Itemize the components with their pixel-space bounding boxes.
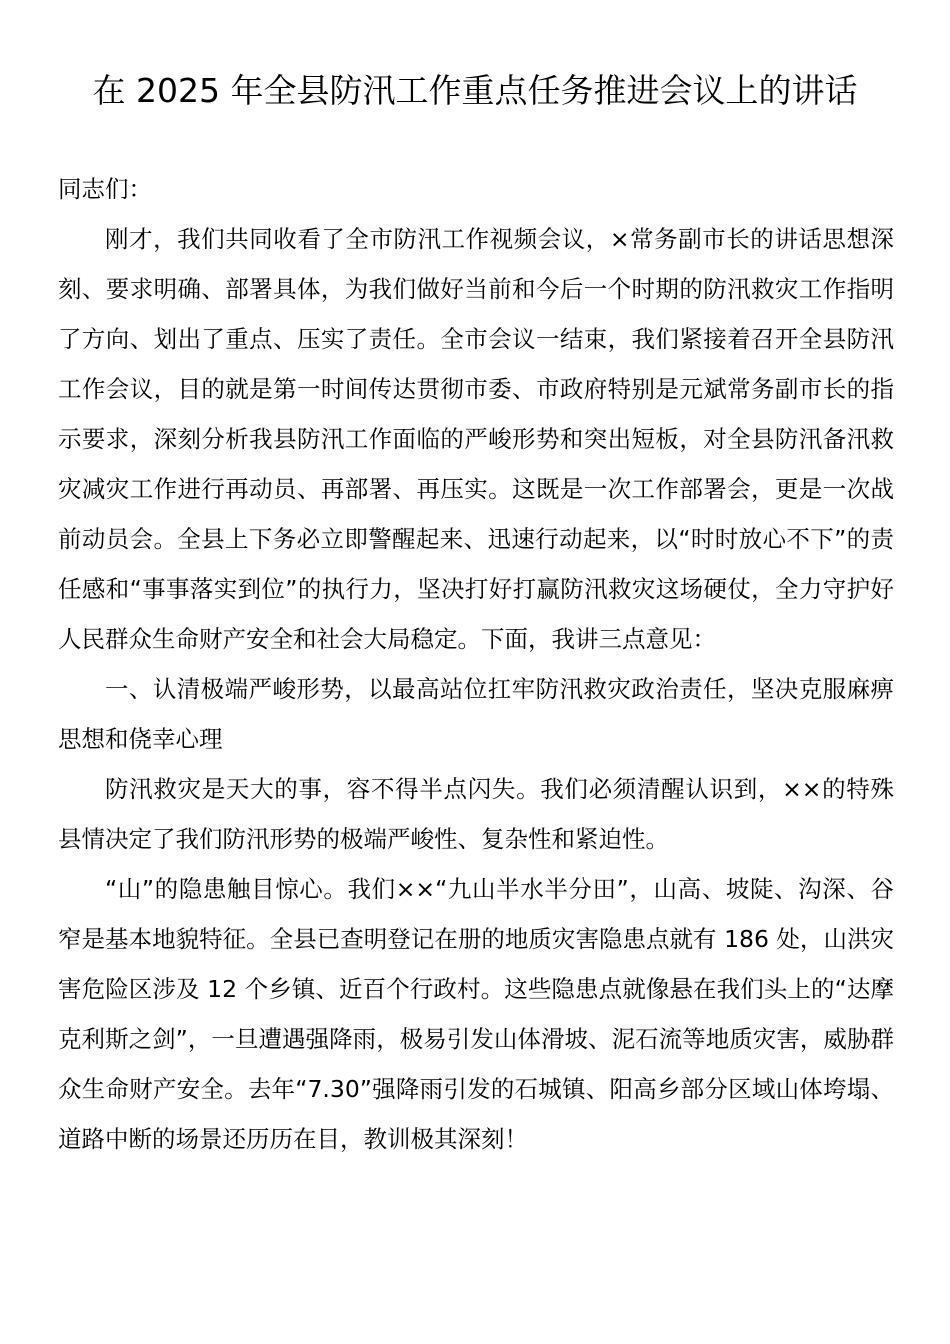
document-title: 在 2025 年全县防汛工作重点任务推进会议上的讲话 <box>92 71 858 110</box>
document-body <box>58 164 894 1164</box>
paragraph-intro: 刚才，我们共同收看了全市防汛工作视频会议，×常务副市长的讲话思想深刻、要求明确、部署具体，为我们做好当前和今后一个时期的防汛救灾工作指明了方向、划出了重点、压实了责任。全市会议一结束，我们紧接着召开全县防汛工作会议，目的就是第一时间传达贯彻市委、市政府特别是元斌常务副市长的指示要求，深刻分析我县防汛工作面临的严峻形势和突出短板，对全县防汛备汛救灾减灾工作进行再动员、再部署、再压实。这既是一次工作部署会，更是一次战前动员会。全县上下务必立即警醒起来、迅速行动起来，以“时时放心不下”的责任感和“事事落实到位”的执行力，坚决打好打赢防汛救灾这场硬仗，全力守护好人民群众生命财产安全和社会大局稳定。下面，我讲三点意见： <box>58 225 894 653</box>
salutation: 同志们： <box>58 175 152 203</box>
paragraph-mountain-hazards: “山”的隐患触目惊心。我们××“九山半水半分田”，山高、坡陡、沟深、谷窄是基本地貌特征。全县已查明登记在册的地质灾害隐患点就有 186 处，山洪灾害危险区涉及 12 个乡镇、近百个行政村。这些隐患点就像悬在我们头上的“达摩克利斯之剑”，一旦遭遇强降雨，极易引发山体滑坡、泥石流等地质灾害，威胁群众生命财产安全。去年“7.30”强降雨引发的石城镇、阳高乡部分区域山体垮塌、道路中断的场景还历历在目，教训极其深刻！ <box>58 875 894 1153</box>
paragraph-overview: 防汛救灾是天大的事，容不得半点闪失。我们必须清醒认识到，××的特殊县情决定了我们防汛形势的极端严峻性、复杂性和紧迫性。 <box>58 775 894 853</box>
section-heading-1: 一、认清极端严峻形势，以最高站位扛牢防汛救灾政治责任，坚决克服麻痹思想和侥幸心理 <box>58 675 894 753</box>
